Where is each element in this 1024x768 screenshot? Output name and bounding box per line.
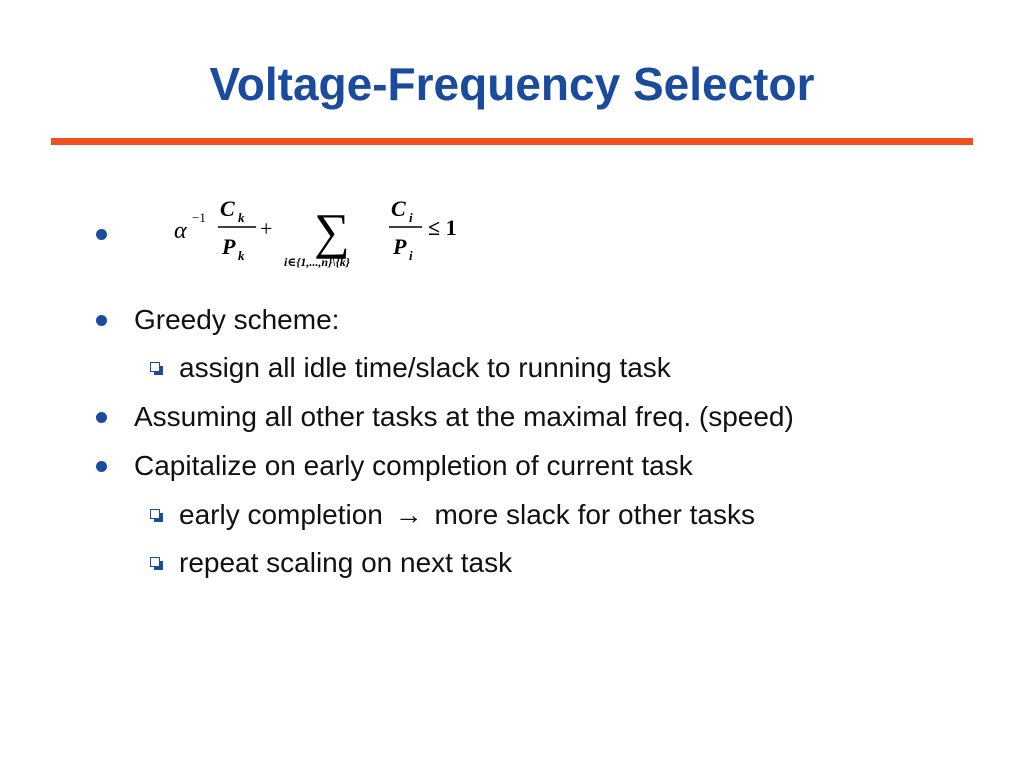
formula-term2-denominator-sub: i xyxy=(409,248,413,263)
bullet-text: Greedy scheme: xyxy=(134,304,340,335)
bullet-assume-max-freq xyxy=(0,397,1024,437)
formula-sum-symbol: ∑ xyxy=(314,203,350,259)
bullet-dot-icon xyxy=(96,229,107,240)
bullet-greedy-scheme xyxy=(0,300,1024,340)
formula-plus: + xyxy=(260,216,273,241)
sub-bullet-text-before: early completion xyxy=(179,499,383,530)
checkbox-square-icon xyxy=(150,362,160,372)
bullet-dot-icon xyxy=(96,461,107,472)
bullet-formula xyxy=(0,214,1024,254)
bullet-dot-icon xyxy=(96,412,107,423)
bullet-text: Assuming all other tasks at the maximal freq. (speed) xyxy=(134,401,794,432)
bullet-early-completion xyxy=(0,446,1024,486)
formula-alpha-exponent: −1 xyxy=(192,210,206,225)
arrow-right-icon: → xyxy=(394,499,423,530)
formula-term2-numerator-sub: i xyxy=(409,210,413,225)
bullet-dot-icon xyxy=(96,315,107,326)
formula-alpha: α xyxy=(174,218,187,244)
formula-term1-denominator: P xyxy=(222,234,236,259)
sub-bullet-more-slack xyxy=(0,495,1024,535)
formula-term1-denominator-sub: k xyxy=(238,248,245,263)
formula-term2-denominator: P xyxy=(393,234,407,259)
formula-term1-numerator: C xyxy=(220,196,235,221)
checkbox-square-icon xyxy=(150,557,160,567)
sub-bullet-assign-slack xyxy=(0,348,1024,388)
sub-bullet-text: assign all idle time/slack to running task xyxy=(179,352,671,383)
constraint-formula xyxy=(160,186,480,276)
formula-term1-numerator-sub: k xyxy=(238,210,245,225)
bullet-text: Capitalize on early completion of current task xyxy=(134,450,693,481)
sub-bullet-text xyxy=(179,495,755,535)
formula-term2-numerator: C xyxy=(391,196,406,221)
sub-bullet-repeat-scaling xyxy=(0,543,1024,583)
sub-bullet-text-after: more slack for other tasks xyxy=(434,499,755,530)
title-divider xyxy=(51,138,973,145)
slide-title: Voltage-Frequency Selector xyxy=(209,58,815,110)
sub-bullet-text: repeat scaling on next task xyxy=(179,547,513,578)
formula-sum-index: i∈{1,...,n}\{k} xyxy=(284,255,350,269)
formula-relation: ≤ 1 xyxy=(428,215,457,240)
checkbox-square-icon xyxy=(150,509,160,519)
